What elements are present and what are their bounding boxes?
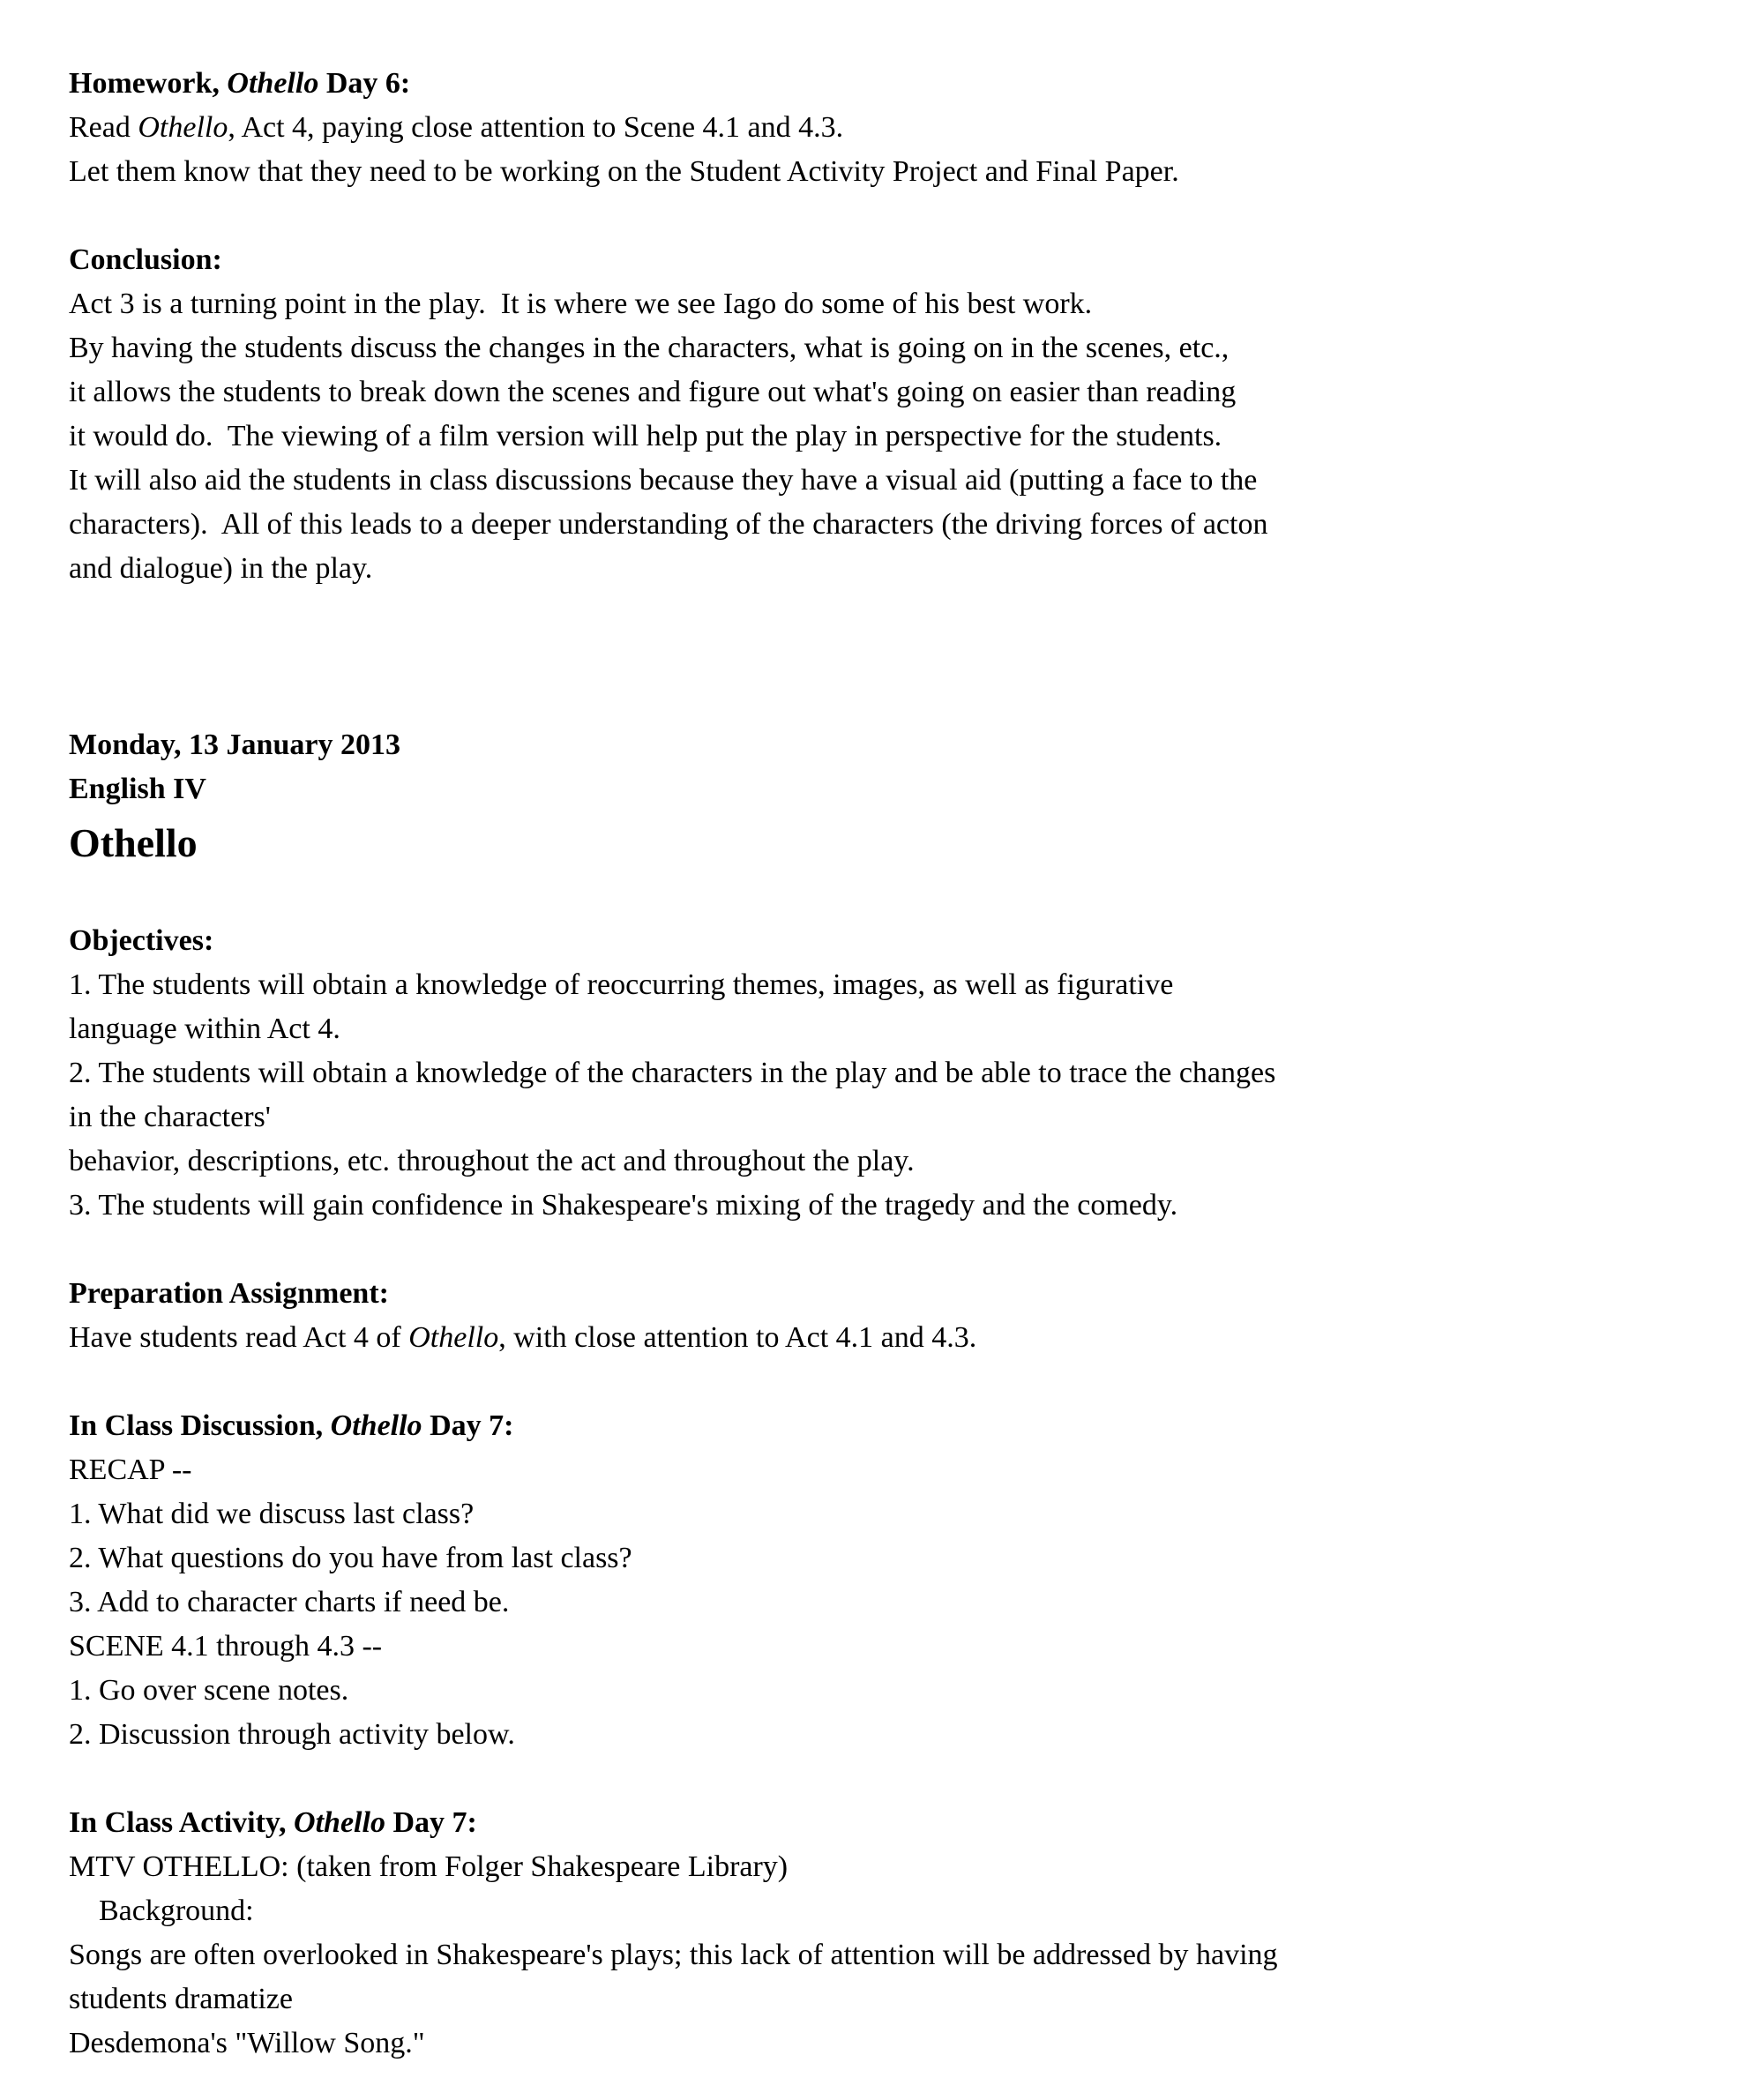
text-line: Let them know that they need to be working on the Student Activity Project and Final Paper. [69, 155, 1179, 188]
text-line: characters). All of this leads to a deeper understanding of the characters (the driving forces of acton [69, 508, 1268, 541]
course-name: English IV [69, 773, 206, 805]
section-heading [69, 1801, 1720, 1845]
section-discussion [69, 1404, 1720, 1757]
text-line: 3. The students will gain confidence in Shakespeare's mixing of the tragedy and the comedy. [69, 1189, 1178, 1222]
heading-text: In Class Activity, [69, 1806, 295, 1839]
line-text: Have students read Act 4 of [69, 1321, 409, 1354]
text-line: in the characters' [69, 1101, 271, 1133]
page-title: Othello [69, 820, 198, 865]
text-line: Act 3 is a turning point in the play. It is where we see Iago do some of his best work. [69, 288, 1093, 320]
section-heading [69, 62, 1720, 106]
text-line: and dialogue) in the play. [69, 552, 373, 585]
play-title: Othello [138, 111, 228, 144]
text-line: RECAP -- [69, 1454, 192, 1486]
spacer [69, 591, 1720, 723]
spacer [69, 1228, 1720, 1272]
text-line: It will also aid the students in class discussions because they have a visual aid (putting a face to the [69, 464, 1258, 497]
lesson-date: Monday, 13 January 2013 [69, 729, 400, 761]
section-heading: Objectives: [69, 924, 214, 957]
heading-text: Day 6: [318, 67, 411, 100]
text-line: behavior, descriptions, etc. throughout the act and throughout the play. [69, 1145, 915, 1177]
heading-text: Day 7: [422, 1409, 514, 1442]
text-line: 1. Go over scene notes. [69, 1674, 349, 1707]
text-line: language within Act 4. [69, 1013, 340, 1045]
text-line: 2. The students will obtain a knowledge of the characters in the play and be able to trace the changes [69, 1057, 1276, 1089]
section-objectives [69, 919, 1720, 1228]
text-line: By having the students discuss the changes in the characters, what is going on in the scenes, etc., [69, 332, 1230, 364]
play-title: Othello [408, 1321, 499, 1354]
text-line: 1. What did we discuss last class? [69, 1498, 475, 1530]
text-line: SCENE 4.1 through 4.3 -- [69, 1630, 383, 1663]
section-heading [69, 1404, 1720, 1448]
spacer [69, 194, 1720, 238]
section-preparation [69, 1272, 1720, 1360]
heading-text: Day 7: [385, 1806, 477, 1839]
spacer [69, 875, 1720, 919]
text-line: Desdemona's "Willow Song." [69, 2027, 425, 2059]
text-line: Songs are often overlooked in Shakespeare's plays; this lack of attention will be addressed by having [69, 1939, 1278, 1971]
text-line [69, 106, 1720, 150]
heading-text: In Class Discussion, [69, 1409, 331, 1442]
section-lesson-header [69, 723, 1720, 875]
text-line: 2. Discussion through activity below. [69, 1718, 515, 1751]
spacer [69, 1757, 1720, 1801]
text-line: Background: [69, 1894, 254, 1927]
line-text: Read [69, 111, 138, 144]
heading-text: Homework, [69, 67, 228, 100]
play-title: Othello [294, 1806, 385, 1839]
text-line: it allows the students to break down the scenes and figure out what's going on easier than reading [69, 376, 1237, 408]
text-line: 1. The students will obtain a knowledge of reoccurring themes, images, as well as figurative [69, 968, 1174, 1001]
line-text: , Act 4, paying close attention to Scene 4.1 and 4.3. [228, 111, 844, 144]
text-line: MTV OTHELLO: (taken from Folger Shakespeare Library) [69, 1850, 789, 1883]
play-title: Othello [227, 67, 319, 100]
spacer [69, 1360, 1720, 1404]
text-line: it would do. The viewing of a film version will help put the play in perspective for the students. [69, 420, 1222, 452]
text-line [69, 1316, 1720, 1360]
section-heading: Preparation Assignment: [69, 1277, 389, 1310]
text-line: students dramatize [69, 1983, 293, 2015]
line-text: , with close attention to Act 4.1 and 4.3. [498, 1321, 977, 1354]
play-title: Othello [330, 1409, 422, 1442]
section-conclusion [69, 238, 1720, 591]
section-homework [69, 62, 1720, 194]
text-line: 3. Add to character charts if need be. [69, 1586, 510, 1618]
section-heading: Conclusion: [69, 243, 222, 276]
text-line: 2. What questions do you have from last class? [69, 1542, 632, 1574]
section-activity [69, 1801, 1720, 2066]
